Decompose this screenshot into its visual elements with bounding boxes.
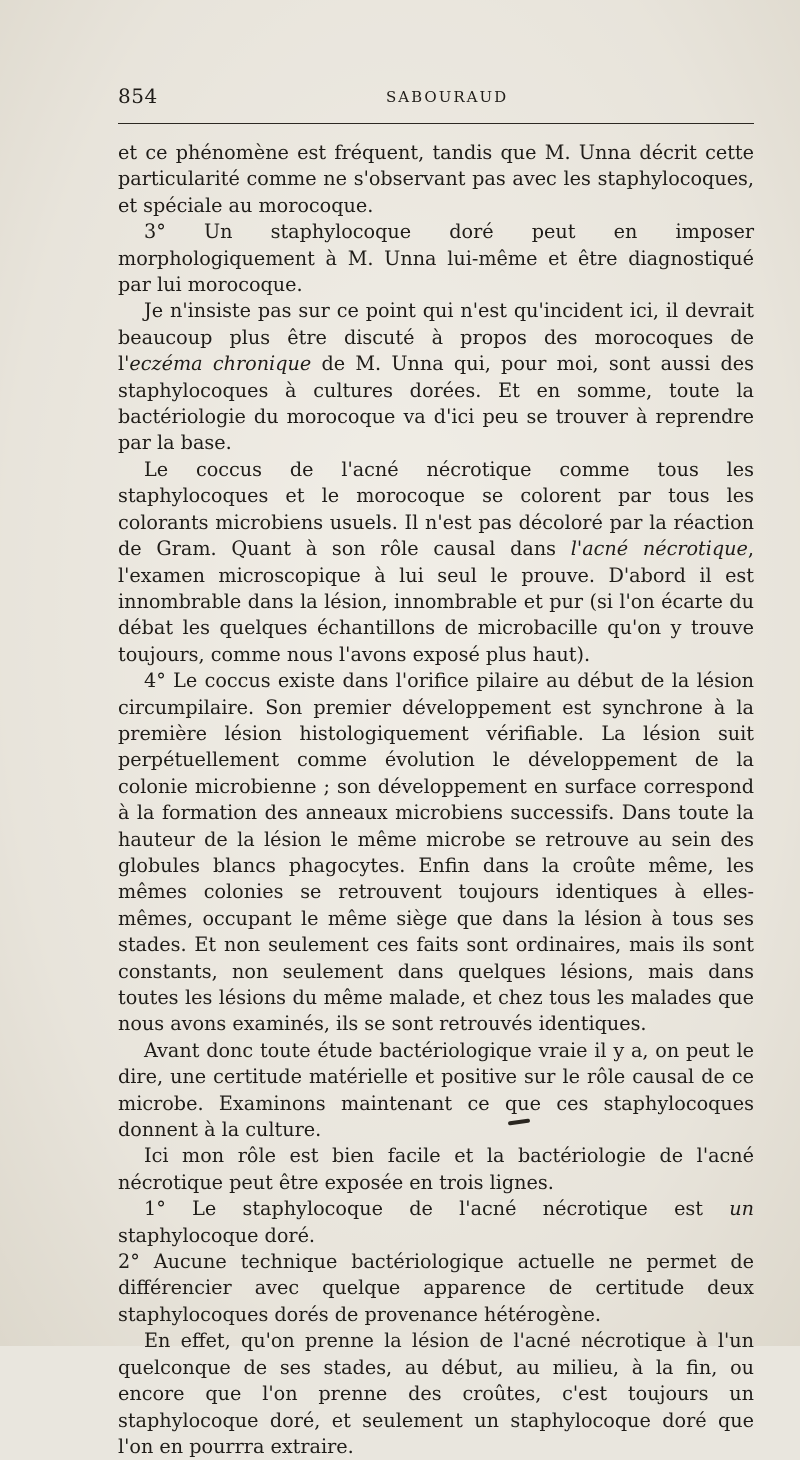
text-run: 1° Le staphylocoque de l'acné nécrotique est bbox=[144, 1197, 730, 1221]
text-run: Ici mon rôle est bien facile et la bactériologie de l'acné nécrotique peut être exposée en trois lignes. bbox=[118, 1144, 754, 1194]
header-rule bbox=[118, 123, 754, 124]
text-run: de M. Unna qui, pour moi, sont aussi des staphylocoques à cultures dorées. Et en somme, toute la bactériologie du morocoque va d'ici peu se trouver à reprendre par la base. bbox=[118, 352, 754, 455]
paragraph bbox=[118, 219, 754, 298]
italic-run: un bbox=[729, 1197, 754, 1221]
text-run: , l'examen microscopique à lui seul le prouve. D'abord il est innombrable dans la lésion, innombrable et pur (si l'on écarte du débat les quelques échantillons de microbacille qu'on y trouve toujours, comme nous l'avons exposé plus haut). bbox=[118, 537, 754, 666]
paragraph bbox=[118, 1143, 754, 1196]
text-run: Le coccus de l'acné nécrotique comme tous les staphylocoques et le morocoque se colorent par tous les colorants microbiens usuels. Il n'est pas décoloré par la réaction de Gram. Quant à son rôle causal dans bbox=[118, 457, 754, 561]
paragraph bbox=[118, 1038, 754, 1144]
paragraph bbox=[118, 457, 754, 668]
italic-run: l'acné nécrotique bbox=[570, 537, 748, 561]
paragraph bbox=[118, 668, 754, 1038]
page-header bbox=[118, 84, 754, 114]
italic-run: eczéma chronique bbox=[129, 352, 312, 376]
text-run: Avant donc toute étude bactériologique vraie il y a, on peut le dire, une certitude matérielle et positive sur le rôle causal de ce microbe. Examinons maintenant ce que ces staphylocoques donnent à la culture. bbox=[118, 1038, 754, 1142]
paragraph bbox=[118, 1328, 754, 1460]
text-run: 4° Le coccus existe dans l'orifice pilaire au début de la lésion circumpilaire. Son premier développement est synchrone à la première lésion histologiquement vérifiable. La lésion suit perpétuellement comme évolution le développement de la colonie microbienne ; son développement en surface correspond à la formation des anneaux microbiens successifs. Dans toute la hauteur de la lésion le même microbe se retrouve au sein des globules blancs phagocytes. Enfin dans la croûte même, les mêmes colonies se retrouvent toujours identiques à elles-mêmes, occupant le même siège que dans la lésion à tous ses stades. Et non seulement ces faits sont ordinaires, mais ils sont constants, non seulement dans quelques lésions, mais dans toutes les lésions du même malade, et chez tous les malades que nous avons examinés, ils se sont retrouvés identiques. bbox=[118, 669, 754, 1036]
body-text bbox=[118, 140, 754, 1460]
page-number: 854 bbox=[118, 84, 158, 108]
paragraph bbox=[118, 140, 754, 219]
text-run: et ce phénomène est fréquent, tandis que M. Unna décrit cette particularité comme ne s'observant pas avec les staphylocoques, et spéciale au morocoque. bbox=[118, 141, 754, 217]
text-run: 3° Un staphylocoque doré peut en imposer morphologiquement à M. Unna lui-même et être diagnostiqué par lui morocoque. bbox=[118, 220, 754, 297]
paragraph bbox=[118, 1196, 754, 1249]
text-run: Je n'insiste pas sur ce point qui n'est qu'incident ici, il devrait beaucoup plus être discuté à propos des morocoques de l' bbox=[118, 299, 754, 376]
text-run: 2° Aucune technique bactériologique actuelle ne permet de différencier avec quelque apparence de certitude deux staphylocoques dorés de provenance hétérogène. bbox=[118, 1250, 754, 1326]
text-run: staphylocoque doré. bbox=[118, 1223, 316, 1247]
text-run: En effet, qu'on prenne la lésion de l'acné nécrotique à l'un quelconque de ses stades, au début, au milieu, à la fin, ou encore que l'on prenne des croûtes, c'est toujours un staphylocoque doré, et seulement un staphylocoque doré que l'on en pourrra extraire. bbox=[118, 1329, 754, 1458]
paragraph bbox=[118, 298, 754, 456]
running-title: SABOURAUD bbox=[386, 88, 509, 106]
paragraph bbox=[118, 1249, 754, 1328]
